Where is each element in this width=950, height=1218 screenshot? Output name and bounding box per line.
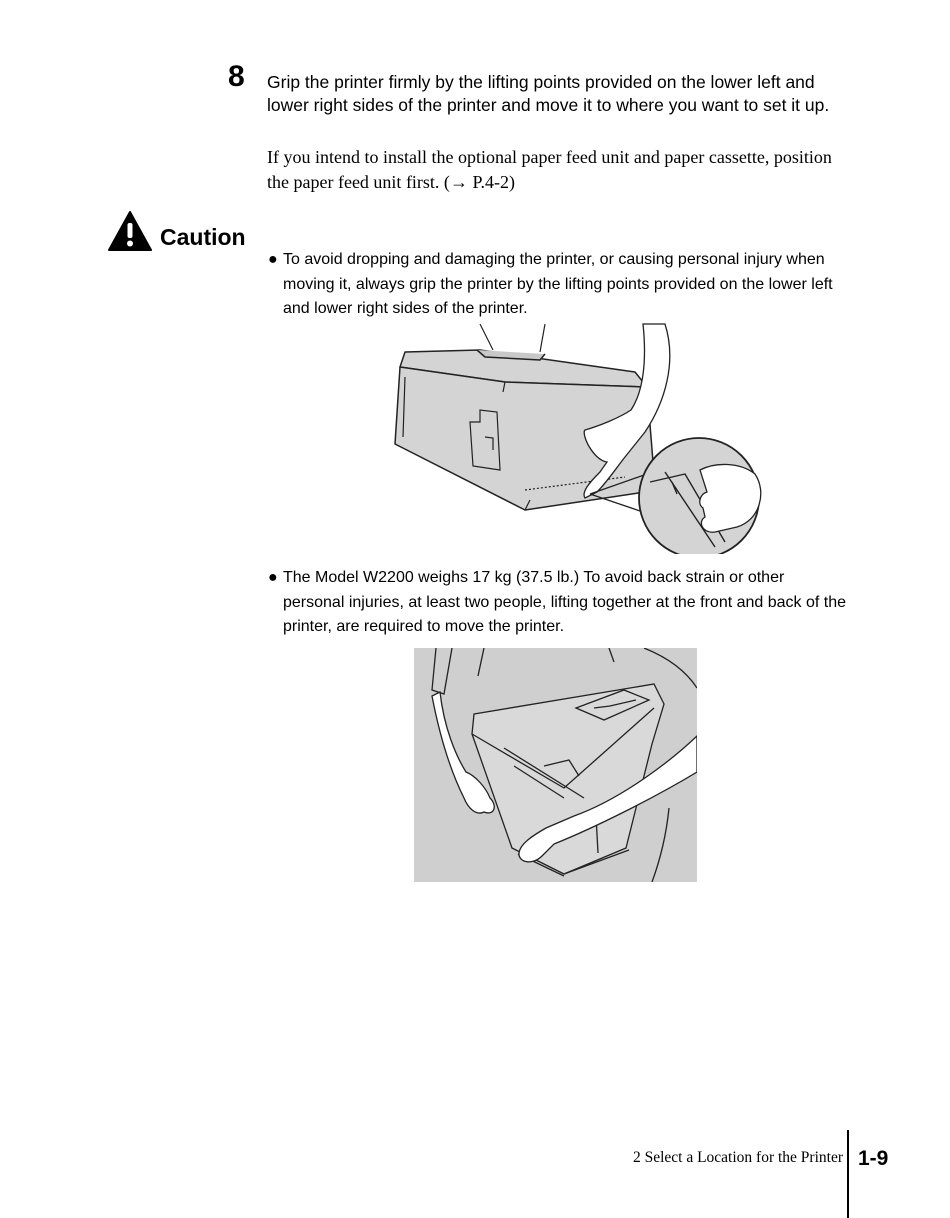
step-instruction: Grip the printer firmly by the lifting points provided on the lower left and lower right sides of the printer and move it to where you want to set it up. (267, 72, 830, 115)
footer-section-title: 2 Select a Location for the Printer (632, 1149, 843, 1166)
caution-bullet-2 (268, 566, 848, 640)
warning-triangle-icon (108, 210, 152, 252)
bullet-dot: ● (268, 569, 278, 586)
caution-bullet-text: The Model W2200 weighs 17 kg (37.5 lb.) To avoid back strain or other personal injuries, at least two people, lifting together at the front and back of the printer, are required to move the printer. (283, 569, 847, 635)
footer-divider (847, 1130, 849, 1218)
bullet-dot: ● (268, 251, 278, 268)
caution-bullet-1 (268, 248, 848, 322)
step-note-text: If you intend to install the optional paper feed unit and paper cassette, position the paper feed unit first. ( (267, 147, 832, 192)
step-number: 8 (228, 60, 244, 93)
printer-lifting-point-illustration (385, 322, 770, 554)
two-person-lift-illustration (414, 648, 697, 882)
step-note (267, 145, 857, 195)
caution-bullet-text: To avoid dropping and damaging the printer, or causing personal injury when moving it, always grip the printer by the lifting points provided on the lower left and lower right sides of the printer. (283, 251, 833, 317)
page-number: 1-9 (858, 1147, 889, 1170)
page-reference-link[interactable]: P.4-2) (467, 172, 515, 192)
caution-heading: Caution (160, 224, 246, 250)
arrow-right-icon: → (449, 172, 468, 192)
